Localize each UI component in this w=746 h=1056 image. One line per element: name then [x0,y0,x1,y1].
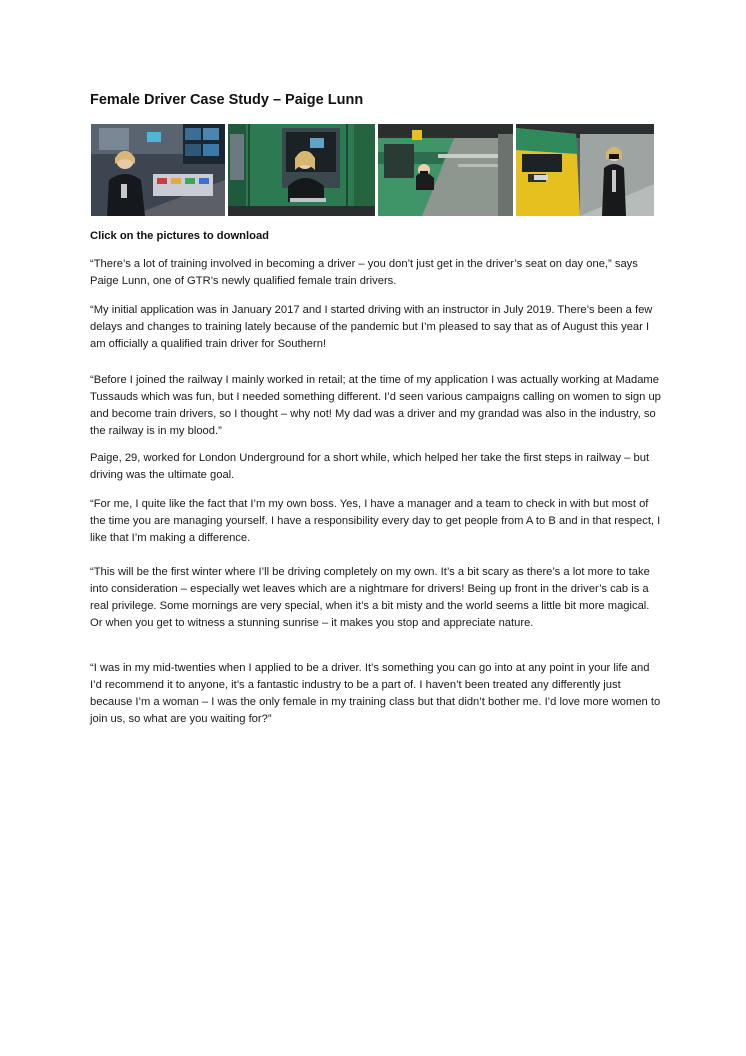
photo-strip [91,124,654,216]
paragraph-3: “Before I joined the railway I mainly worked in retail; at the time of my application I was actually working at Madame Tussauds which was fun, but I needed something different. I’d seen various campaigns calling on women to sign up and become train drivers, so I thought – why not! My dad was a driver and my grandad was also in the industry, so the railway is in my blood.” [90,374,661,437]
download-instruction: Click on the pictures to download [90,230,270,242]
paragraph-5: “For me, I quite like the fact that I’m my own boss. Yes, I have a manager and a team to check in with but most of the time you are managing yourself. I have a responsibility every day to get people from A to B and in that respect, I like that I’m making a difference. [90,498,661,544]
photo-driver-at-window-platform-icon [378,124,513,216]
paragraph-6: “This will be the first winter where I’ll be driving completely on my own. It’s a bit scary as there’s a lot more to take into consideration – especially wet leaves which are a nightmare for drivers! Being up front in the driver’s cab is a real privilege. Some mornings are very special, when it’s a bit misty and the world seems a little bit more magical. Or when you get to witness a stunning sunrise – it makes you stop and appreciate nature. [90,566,650,629]
paragraph-1: “There’s a lot of training involved in becoming a driver – you don’t just get in the driver’s seat on day one,” says Paige Lunn, one of GTR’s newly qualified female train drivers. [90,258,638,287]
photo-driver-in-cab-icon [91,124,225,216]
photo-driver-at-window-platform[interactable] [378,124,513,216]
photo-driver-standing-platform[interactable] [516,124,654,216]
photo-driver-at-train-door[interactable] [228,124,375,216]
page-title: Female Driver Case Study – Paige Lunn [90,92,364,108]
photo-driver-in-cab[interactable] [91,124,225,216]
paragraph-4: Paige, 29, worked for London Underground for a short while, which helped her take the first steps in railway – but driving was the ultimate goal. [90,452,650,481]
photo-driver-standing-platform-icon [516,124,654,216]
paragraph-7: “I was in my mid-twenties when I applied to be a driver. It’s something you can go into at any point in your life and I’d recommend it to anyone, it’s a fantastic industry to be a part of. I haven’t been treated any differently just because I’m a woman – I was the only female in my training class but that didn’t bother me. I’d love more women to join us, so what are you waiting for?” [90,662,661,725]
paragraph-2: “My initial application was in January 2017 and I started driving with an instructor in July 2019. There’s been a few delays and changes to training lately because of the pandemic but I’m pleased to say that as of August this year I am officially a qualified train driver for Southern! [90,304,653,350]
photo-driver-at-train-door-icon [228,124,375,216]
